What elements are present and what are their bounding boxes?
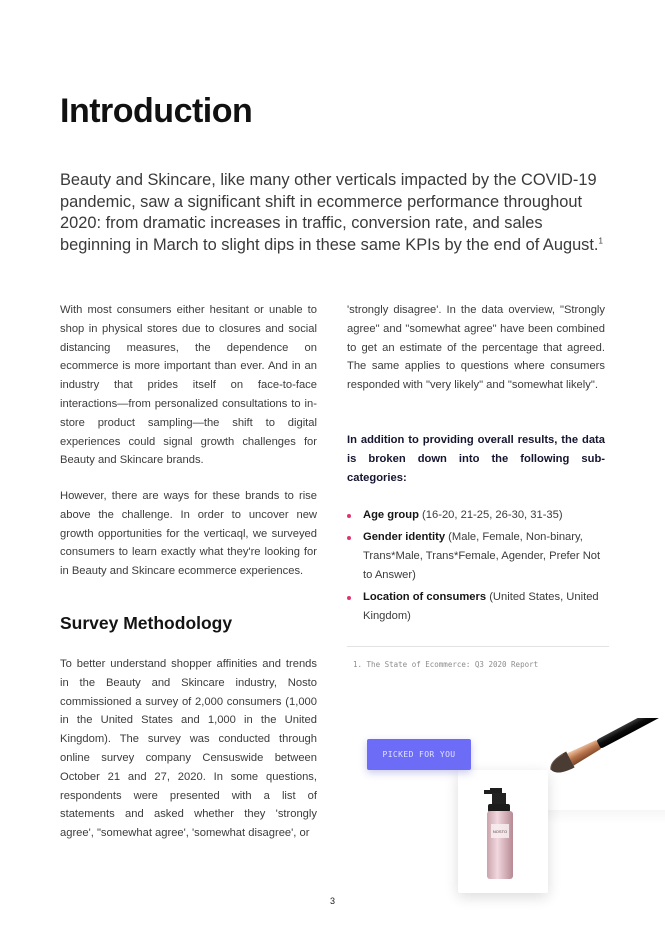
footnote-ref[interactable]: 1 [598, 236, 603, 246]
methodology-continued: 'strongly disagree'. In the data overview, "Strongly agree" and "somewhat agree" have been combined to get an estimate of the percentage that agreed. The same applies to questions where consumers responded with "very likely" and "somewhat likely". [347, 304, 605, 392]
bullet-icon [347, 596, 351, 600]
bullet-icon [347, 514, 351, 518]
list-item: Age group (16-20, 21-25, 26-30, 31-35) [347, 506, 607, 525]
makeup-brush-image [528, 718, 665, 790]
section-heading: Survey Methodology [60, 613, 233, 633]
footnote-divider [347, 646, 609, 647]
methodology-paragraph: To better understand shopper affinities and trends in the Beauty and Skincare industry, Nosto commissioned a survey of 2,000 consumers (1,000 in the United States and 1,000 in the United Kingdom). The survey was conducted through online survey company Censuswide between October 21 and 27, 2020. In some questions, respondents were presented with a list of statements and asked whether they 'strongly agree', "somewhat agree', 'somewhat disagree', or [60, 658, 317, 840]
footnote: 1. The State of Ecommerce: Q3 2020 Report [353, 660, 539, 669]
bullet-icon [347, 536, 351, 540]
serum-bottle-image [480, 784, 524, 884]
body-paragraph-1: With most consumers either hesitant or unable to shop in physical stores due to closures and social distancing measures, the dependence on ecommerce is more important than ever. And in an industry that prides itself on face-to-face interactions—from personalized consultations to in-store product sampling—the shift to digital experiences could signal growth challenges for Beauty and Skincare brands. [60, 304, 317, 467]
page-number: 3 [329, 896, 335, 906]
bottle-brand-label: NOSTO [492, 829, 508, 834]
list-item: Gender identity (Male, Female, Non-binary, Trans*Male, Trans*Female, Agender, Prefer Not to Answer) [347, 528, 607, 585]
lead-paragraph: Beauty and Skincare, like many other verticals impacted by the COVID-19 pandemic, saw a significant shift in ecommerce performance throughout 2020: from dramatic increases in traffic, conversion rate, and sales beginning in March to slight dips in these same KPIs by the end of August.$^1$ [60, 171, 603, 254]
subcategories-intro: In addition to providing overall results, the data is broken down into the following sub-categories: [347, 434, 605, 484]
body-paragraph-2: However, there are ways for these brands to rise above the challenge. In order to uncover new growth opportunities for the verticaql, we surveyed consumers to learn exactly what they're looking for in Beauty and Skincare ecommerce experiences. [60, 490, 317, 578]
subcategory-list [347, 506, 607, 629]
page-title: Introduction [60, 92, 253, 130]
list-item: Location of consumers (United States, United Kingdom) [347, 588, 607, 626]
decorative-band [548, 810, 665, 824]
picked-for-you-tag[interactable]: PICKED FOR YOU [367, 739, 471, 770]
